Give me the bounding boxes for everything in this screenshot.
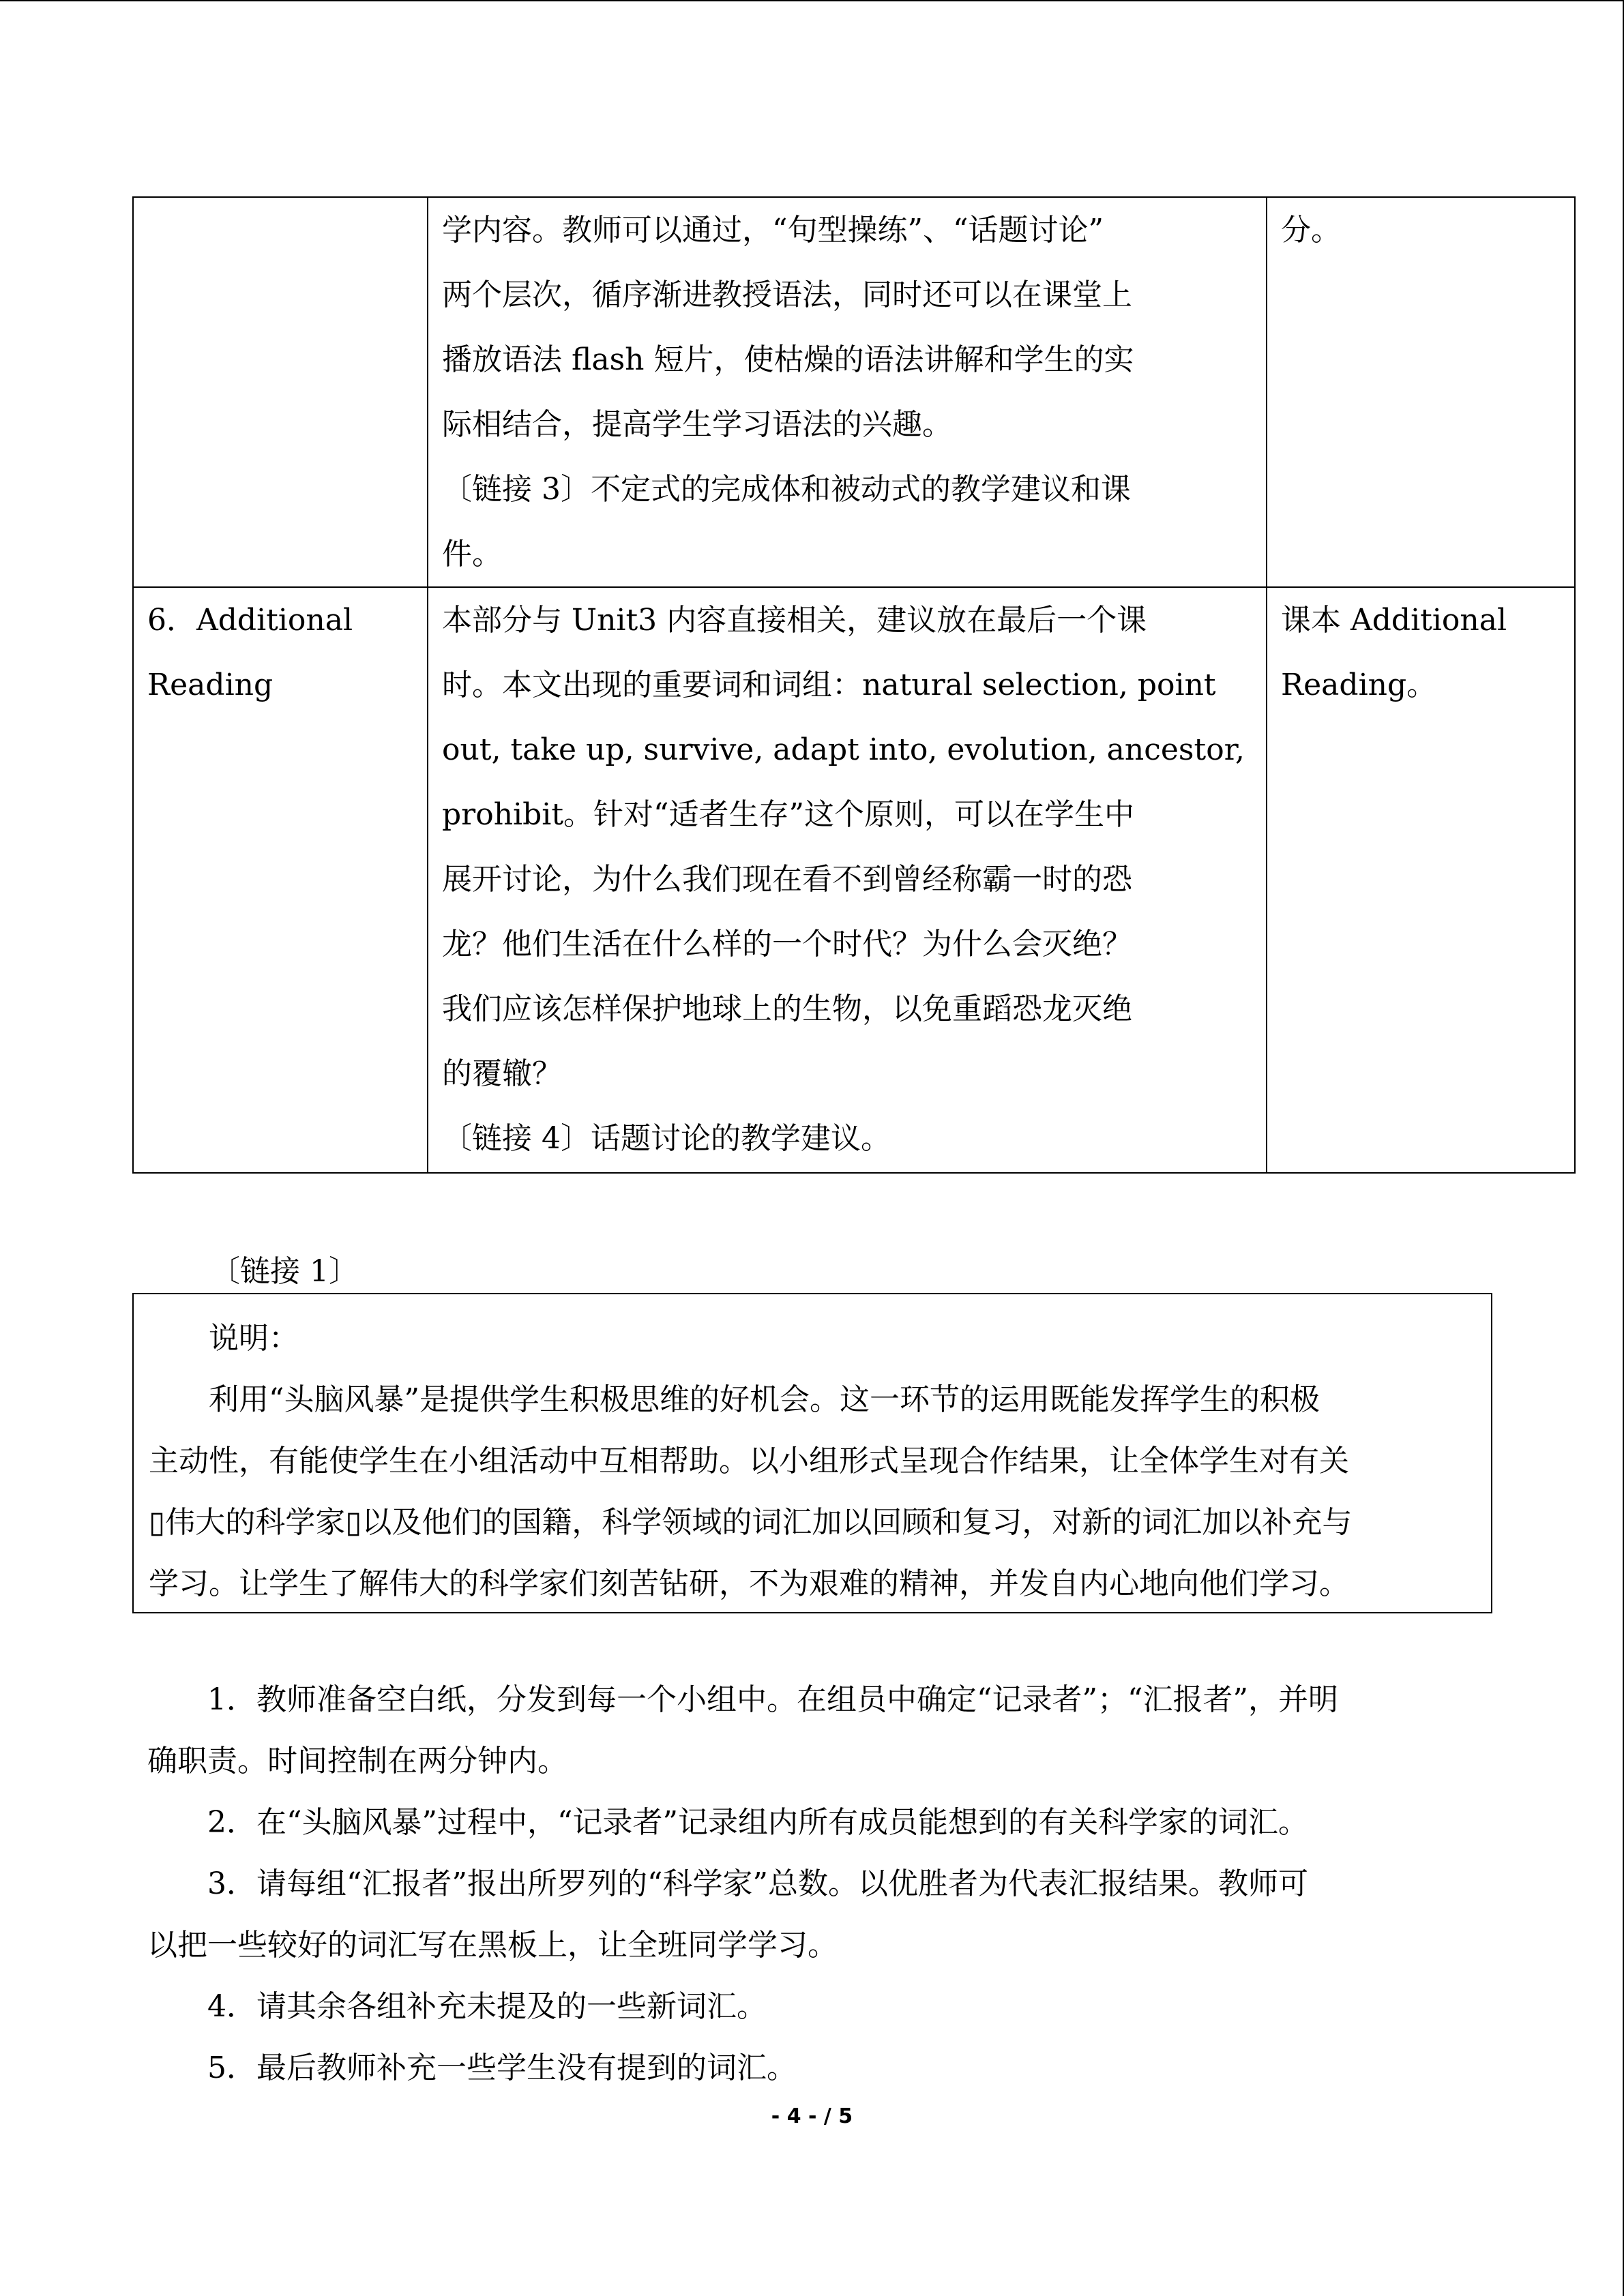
step-item: 5．最后教师补充一些学生没有提到的词汇。 <box>207 2051 797 2085</box>
cell-line: 时。本文出现的重要词和词组：natural selection, point <box>442 668 1216 702</box>
lesson-table <box>132 196 1576 1174</box>
cell-line: 〔链接 4〕话题讨论的教学建议。 <box>442 1121 891 1156</box>
cell-line: 际相结合，提高学生学习语法的兴趣。 <box>442 407 952 442</box>
cell-line: 展开讨论，为什么我们现在看不到曾经称霸一时的恐 <box>442 862 1132 897</box>
cell-line: 学内容。教师可以通过，“句型操练”、“话题讨论” <box>442 213 1104 248</box>
note-line: ▯伟大的科学家▯以及他们的国籍，科学领域的词汇加以回顾和复习，对新的词汇加以补充与 <box>149 1505 1353 1540</box>
link1-note-box <box>132 1293 1492 1613</box>
cell-line: 的覆辙？ <box>442 1056 562 1091</box>
step-item: 4．请其余各组补充未提及的一些新词汇。 <box>207 1989 767 2024</box>
step-item-continued: 以把一些较好的词汇写在黑板上，让全班同学学习。 <box>147 1928 838 1963</box>
table-row <box>133 197 1575 587</box>
table-cell-content <box>428 587 1267 1173</box>
note-line: 利用“头脑风暴”是提供学生积极思维的好机会。这一环节的运用既能发挥学生的积极 <box>209 1382 1320 1417</box>
cell-line: out, take up, survive, adapt into, evolution, ancestor, <box>442 732 1245 767</box>
page-number: - 4 - / 5 <box>771 2104 853 2128</box>
cell-line: prohibit。针对“适者生存”这个原则，可以在学生中 <box>442 797 1135 832</box>
step-item: 1．教师准备空白纸，分发到每一个小组中。在组员中确定“记录者”；“汇报者”，并明 <box>207 1682 1338 1717</box>
table-row <box>133 587 1575 1173</box>
cell-line: 龙？他们生活在什么样的一个时代？为什么会灭绝？ <box>442 927 1132 961</box>
steps-list <box>147 1669 1498 2099</box>
step-item: 3．请每组“汇报者”报出所罗列的“科学家”总数。以优胜者为代表汇报结果。教师可 <box>207 1866 1308 1901</box>
cell-line: 我们应该怎样保护地球上的生物，以免重蹈恐龙灭绝 <box>442 992 1132 1026</box>
note-line: 主动性，有能使学生在小组活动中互相帮助。以小组形式呈现合作结果，让全体学生对有关 <box>149 1444 1349 1478</box>
link1-label: 〔链接 1〕 <box>210 1254 359 1289</box>
table-cell-section <box>133 197 428 587</box>
note-line: 学习。让学生了解伟大的科学家们刻苦钻研，不为艰难的精神，并发自内心地向他们学习。 <box>149 1566 1349 1601</box>
table-cell-resource <box>1267 197 1575 587</box>
cell-line: 本部分与 Unit3 内容直接相关，建议放在最后一个课 <box>442 603 1147 638</box>
cell-line: 6．Additional <box>147 603 353 638</box>
cell-line: 〔链接 3〕不定式的完成体和被动式的教学建议和课 <box>442 472 1131 507</box>
cell-line: 课本 Additional <box>1281 603 1507 638</box>
cell-line: Reading。 <box>1281 668 1437 702</box>
step-item: 2．在“头脑风暴”过程中，“记录者”记录组内所有成员能想到的有关科学家的词汇。 <box>207 1805 1308 1840</box>
cell-line: 播放语法 flash 短片，使枯燥的语法讲解和学生的实 <box>442 342 1134 377</box>
cell-line: Reading <box>147 668 274 702</box>
cell-line: 分。 <box>1281 213 1341 248</box>
cell-line: 两个层次，循序渐进教授语法，同时还可以在课堂上 <box>442 278 1132 312</box>
note-heading: 说明： <box>209 1321 299 1356</box>
cell-line: 件。 <box>442 537 502 571</box>
table-cell-resource <box>1267 587 1575 1173</box>
step-item-continued: 确职责。时间控制在两分钟内。 <box>147 1744 567 1778</box>
table-cell-content <box>428 197 1267 587</box>
table-cell-section <box>133 587 428 1173</box>
